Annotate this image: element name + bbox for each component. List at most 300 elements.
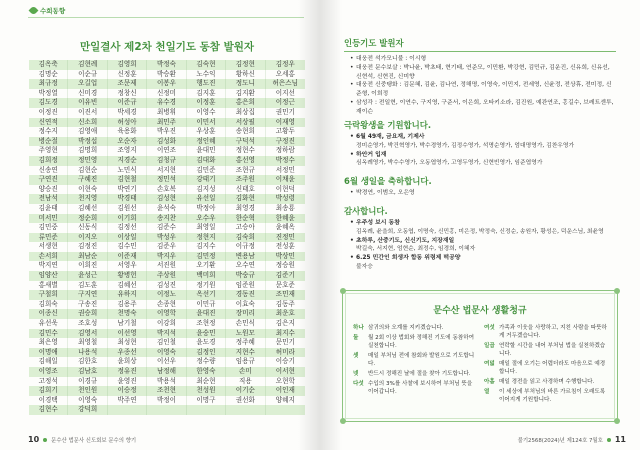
rule-text: 이 세상에 부처님의 바른 가르침이 오래도록 이어지게 기원합니다. bbox=[499, 389, 606, 403]
name-cell: 서영우 bbox=[108, 261, 147, 271]
name-cell: 김민중 bbox=[29, 223, 68, 233]
table-row bbox=[29, 127, 305, 137]
table-row bbox=[29, 319, 305, 329]
name-cell: 권선화 bbox=[226, 396, 265, 406]
name-cell: 손종현 bbox=[147, 300, 186, 310]
name-cell: 정하람 bbox=[275, 146, 295, 155]
name-cell: 정주혜 bbox=[226, 338, 265, 348]
table-row bbox=[29, 271, 305, 281]
name-cell: 정순희 bbox=[68, 214, 107, 224]
name-cell: 김대화 bbox=[187, 156, 226, 166]
name-cell: 김한호 bbox=[68, 357, 107, 367]
name-cell: 우종선 bbox=[108, 348, 147, 358]
name-cell: 최상집 bbox=[226, 108, 265, 118]
name-cell bbox=[147, 405, 186, 415]
rules-column-right bbox=[484, 324, 607, 404]
list-item: • 삼성각 : 전일현, 이연수, 구지영, 구준서, 이은희, 오타키소라, 김진원, 예관연조, 홍길수, 브레트센투, 재이슨 bbox=[344, 99, 616, 117]
name-cell: 김지성 bbox=[187, 185, 226, 195]
name-cell: 윤대민 bbox=[187, 146, 226, 156]
name-cell: 박정이 bbox=[147, 396, 186, 406]
name-cell: 이기순 bbox=[226, 386, 265, 396]
name-cell: 김성현 bbox=[147, 194, 186, 204]
table-row bbox=[29, 70, 305, 80]
name-cell: 노수익 bbox=[187, 70, 226, 80]
name-cell: 신정미 bbox=[147, 89, 186, 99]
rule-number: 다섯 bbox=[353, 381, 364, 387]
name-cell: 최순현 bbox=[187, 377, 226, 387]
corner-ornament-icon bbox=[614, 418, 620, 424]
name-cell: 박지석 bbox=[147, 329, 186, 339]
name-cell: 황병헌 bbox=[108, 271, 147, 281]
name-cell: 박정수 bbox=[275, 155, 295, 164]
table-row bbox=[29, 281, 305, 291]
rule-number: 여덟 bbox=[484, 361, 495, 367]
name-cell: 이유빈 bbox=[68, 98, 107, 108]
name-cell: 허은스님 bbox=[272, 79, 299, 88]
footer-text: 불기2568(2024)년 제124호 7월호 bbox=[517, 437, 603, 444]
name-cell: 박연기 bbox=[108, 185, 147, 195]
name-cell: 이준재 bbox=[108, 252, 147, 262]
name-cell: 양승진 bbox=[29, 185, 68, 195]
name-cell: 최운호 bbox=[275, 309, 295, 318]
name-cell: 미서민 bbox=[29, 214, 68, 224]
name-cell: 육용화 bbox=[108, 127, 147, 137]
name-cell: 손서희 bbox=[29, 252, 68, 262]
name-cell: 박상민 bbox=[275, 251, 295, 260]
name-cell: 이지선 bbox=[275, 88, 295, 97]
table-row bbox=[29, 156, 305, 166]
header-divider bbox=[28, 17, 304, 18]
name-cell: 김정선 bbox=[108, 223, 147, 233]
name-cell: 김화현 bbox=[226, 194, 265, 204]
name-cell: 유선욱 bbox=[29, 319, 68, 329]
rule-text: 매일 부처님 전에 참회와 발원으로 기도합니다. bbox=[368, 353, 475, 367]
name-cell: 남정해 bbox=[147, 367, 186, 377]
name-cell: 김옥축 bbox=[29, 60, 68, 70]
name-cell: 이영학 bbox=[147, 309, 186, 319]
name-cell: 김지환 bbox=[226, 89, 265, 99]
name-cell: 유선일 bbox=[187, 194, 226, 204]
name-cell: 정현지 bbox=[187, 233, 226, 243]
name-cell: 김영서 bbox=[68, 329, 107, 339]
name-cell: 임양산 bbox=[29, 271, 68, 281]
section-tag bbox=[30, 6, 65, 15]
name-cell: 이인재 bbox=[275, 386, 295, 395]
rule-item bbox=[353, 370, 476, 378]
name-cell: 김윤태 bbox=[29, 204, 68, 214]
table-row bbox=[29, 175, 305, 185]
name-cell: 강덕희 bbox=[68, 405, 107, 415]
rule-number: 일곱 bbox=[484, 343, 495, 349]
name-cell: 이영숙 bbox=[68, 396, 107, 406]
name-cell: 오수연 bbox=[226, 261, 265, 271]
footer-left bbox=[28, 435, 136, 444]
name-cell: 이정진 bbox=[29, 108, 68, 118]
lamp-prayer-list bbox=[344, 55, 616, 117]
name-cell: 김준수 bbox=[147, 223, 186, 233]
name-cell: 김지훈 bbox=[187, 89, 226, 99]
name-cell: 박정열 bbox=[29, 89, 68, 99]
name-cell: 이선우 bbox=[147, 357, 186, 367]
name-cell: 이준규 bbox=[108, 98, 147, 108]
name-cell: 고황두 bbox=[275, 127, 295, 136]
footer-text: 문수산 법문사 신도회보 문수의 향기 bbox=[51, 437, 137, 444]
name-cell: 고정석 bbox=[29, 377, 68, 387]
name-cell: 최영경 bbox=[226, 204, 265, 214]
name-cell: 오현학 bbox=[275, 376, 295, 385]
name-cell: 유수경 bbox=[147, 98, 186, 108]
name-cell: 이규정 bbox=[226, 242, 265, 252]
name-cell: 이봉우 bbox=[147, 79, 186, 89]
name-cell: 서생현 bbox=[29, 242, 68, 252]
name-cell: 구철희 bbox=[29, 290, 68, 300]
birthday-list bbox=[344, 189, 616, 198]
table-row bbox=[29, 309, 305, 319]
rule-text: 삼귀의와 오계를 지키겠습니다. bbox=[368, 325, 444, 331]
name-cell: 윤성근 bbox=[68, 271, 107, 281]
name-cell: 김현철 bbox=[108, 175, 147, 185]
name-cell: 김성진 bbox=[147, 281, 186, 291]
name-cell: 노민식 bbox=[108, 166, 147, 176]
rule-number: 여섯 bbox=[484, 325, 495, 331]
name-cell: 김준우 bbox=[147, 242, 186, 252]
name-cell: 조영지 bbox=[108, 146, 147, 156]
name-cell: 신태호 bbox=[226, 185, 265, 195]
name-cell: 문호준 bbox=[275, 280, 295, 289]
name-cell: 이채윤 bbox=[275, 175, 295, 184]
name-cell: 임준원 bbox=[226, 281, 265, 291]
name-cell: 한혜윤 bbox=[275, 213, 295, 222]
right-page bbox=[320, 0, 640, 450]
table-row bbox=[29, 194, 305, 204]
name-cell: 구지연 bbox=[68, 290, 107, 300]
name-cell: 최영일 bbox=[187, 223, 226, 233]
name-cell: 손미 bbox=[226, 367, 265, 377]
name-cell: 오기환 bbox=[187, 261, 226, 271]
name-cell: 박우진 bbox=[147, 127, 186, 137]
name-cell: 오세홍 bbox=[275, 69, 295, 78]
name-cell: 정창신 bbox=[108, 89, 147, 99]
rule-text: 매일 경전을 읽고 사경하며 수행합니다. bbox=[499, 379, 595, 385]
name-cell: 주상원 bbox=[147, 271, 186, 281]
name-cell: 김도훈 bbox=[68, 281, 107, 291]
rule-item bbox=[484, 360, 607, 376]
name-cell: 김현순 bbox=[68, 166, 107, 176]
table-row bbox=[29, 386, 305, 396]
table-row bbox=[29, 166, 305, 176]
rules-column-left bbox=[353, 324, 476, 404]
name-cell: 김남호 bbox=[68, 367, 107, 377]
rule-item bbox=[484, 324, 607, 340]
table-row bbox=[29, 357, 305, 367]
memorial-section bbox=[344, 120, 616, 168]
table-row bbox=[29, 204, 305, 214]
name-cell: 한영숙 bbox=[187, 367, 226, 377]
name-cell: 조현규 bbox=[226, 166, 265, 176]
name-cell: 김명희 bbox=[68, 146, 107, 156]
table-row bbox=[29, 261, 305, 271]
name-cell: 김영애 bbox=[68, 127, 107, 137]
section-tag-label: 수희동향 bbox=[40, 7, 66, 15]
group-title: • 6.25 민간인 희생자 합동 위령제 떡공양 bbox=[344, 254, 616, 263]
name-cell: 김민수 bbox=[29, 329, 68, 339]
name-cell: 박승환 bbox=[147, 70, 186, 80]
name-cell: 최민주 bbox=[147, 118, 186, 128]
name-cell: 이영숙 bbox=[147, 348, 186, 358]
name-cell: 서지현 bbox=[147, 166, 186, 176]
name-cell: 경동진 bbox=[226, 290, 265, 300]
name-cell: 정기원 bbox=[187, 281, 226, 291]
name-cell: 최성현 bbox=[108, 338, 147, 348]
name-cell: 신소희 bbox=[68, 118, 107, 128]
name-cell: 김희숙 bbox=[29, 300, 68, 310]
name-cell: 박지우 bbox=[147, 252, 186, 262]
name-cell: 양혜지 bbox=[275, 395, 295, 404]
table-row bbox=[29, 252, 305, 262]
rules-box bbox=[342, 290, 618, 422]
thanks-list bbox=[344, 219, 616, 272]
name-cell: 김청규 bbox=[147, 156, 186, 166]
name-cell: 조호성 bbox=[68, 319, 107, 329]
rule-number: 둘 bbox=[353, 335, 359, 341]
name-cell: 김은지 bbox=[275, 319, 295, 328]
footer-right bbox=[518, 435, 626, 444]
rule-item bbox=[353, 352, 476, 368]
name-cell: 주영현 bbox=[29, 146, 68, 156]
name-cell: 이기희 bbox=[108, 214, 147, 224]
table-row bbox=[29, 118, 305, 128]
name-cell: 이연조 bbox=[147, 146, 186, 156]
name-cell: 윤대진 bbox=[187, 309, 226, 319]
name-cell: 박정섭 bbox=[68, 137, 107, 147]
name-cell: 전남석 bbox=[29, 194, 68, 204]
name-cell: 나용석 bbox=[68, 348, 107, 358]
name-cell: 장미리 bbox=[226, 309, 265, 319]
name-cell: 김숙현 bbox=[187, 60, 226, 70]
name-cell: 박세경 bbox=[108, 108, 147, 118]
name-cell: 문민기 bbox=[275, 338, 295, 347]
rule-number: 하나 bbox=[353, 325, 364, 331]
name-cell: 이승기 bbox=[275, 357, 295, 366]
name-cell: 박숭규 bbox=[226, 271, 265, 281]
lotus-icon bbox=[29, 6, 39, 16]
name-cell: 이영조 bbox=[29, 367, 68, 377]
name-cell: 손호복 bbox=[147, 185, 186, 195]
name-cell bbox=[187, 405, 226, 415]
rule-item bbox=[353, 334, 476, 350]
table-row bbox=[29, 108, 305, 118]
name-cell: 박성령 bbox=[275, 194, 295, 203]
name-cell: 최지수 bbox=[275, 328, 295, 337]
rule-item bbox=[353, 380, 476, 396]
name-cell: 이정근 bbox=[275, 98, 295, 107]
name-cell: 이선영 bbox=[108, 329, 147, 339]
page-title: 만일결사 제2차 천일기도 동참 발원자 bbox=[79, 41, 255, 53]
name-cell: 손민식 bbox=[226, 319, 265, 329]
name-cell: 이정노 bbox=[147, 290, 186, 300]
name-cell: 박정숙 bbox=[147, 60, 186, 70]
name-cell: 노원모 bbox=[226, 329, 265, 339]
name-cell: 서정민 bbox=[275, 165, 295, 174]
group-names: 박길숙, 서지현, 엄현순, 최정수, 임경희, 이혜자 bbox=[356, 246, 476, 253]
name-cell: 구연진 bbox=[29, 175, 68, 185]
name-cell: 김인철 bbox=[147, 338, 186, 348]
name-cell: 조현정 bbox=[187, 319, 226, 329]
name-cell: 홍새별 bbox=[29, 281, 68, 291]
group-names: 불자승 bbox=[356, 263, 373, 270]
name-cell: 이영수 bbox=[187, 108, 226, 118]
name-cell: 홍은희 bbox=[226, 98, 265, 108]
rule-text: 반드시 정해진 날에 절을 찾아 기도합니다. bbox=[368, 371, 471, 377]
lamp-prayer-section bbox=[344, 38, 616, 117]
name-cell: 정도니 bbox=[226, 79, 265, 89]
participant-name-table bbox=[29, 60, 305, 415]
corner-ornament-icon bbox=[340, 288, 346, 294]
name-cell: 최은영 bbox=[29, 338, 68, 348]
name-cell: 유하지 bbox=[108, 290, 147, 300]
name-cell: 이민규 bbox=[187, 300, 226, 310]
list-item: • 대웅전 문수보살 : 박나윤, 박초태, 현기태, 연준모, 이민환, 박강현, 김민규, 김운진, 신유희, 신유선, 신현석, 신현진, 신미향 bbox=[344, 64, 616, 82]
name-cell: 김지수 bbox=[187, 242, 226, 252]
name-cell: 남기철 bbox=[108, 319, 147, 329]
memorial-list bbox=[344, 133, 616, 168]
table-row bbox=[29, 60, 305, 70]
name-cell: 김정진 bbox=[68, 242, 107, 252]
name-cell: 이민서 bbox=[187, 118, 226, 128]
name-cell: 김도경 bbox=[29, 98, 68, 108]
name-cell: 윤혜옥 bbox=[275, 223, 295, 232]
name-cell: 정인혜 bbox=[187, 137, 226, 147]
corner-ornament-icon bbox=[614, 288, 620, 294]
page-number: 11 bbox=[614, 435, 626, 444]
footer-dot-icon bbox=[43, 438, 47, 442]
table-row bbox=[29, 329, 305, 339]
name-cell: 이경규 bbox=[68, 377, 107, 387]
name-cell: 김현례 bbox=[68, 60, 107, 70]
name-cell: 윤희상 bbox=[108, 357, 147, 367]
name-cell: 전성훈 bbox=[275, 242, 295, 251]
name-cell: 최규정 bbox=[29, 79, 68, 89]
name-cell: 이희진 bbox=[68, 261, 107, 271]
table-row bbox=[29, 338, 305, 348]
rules-list bbox=[353, 324, 607, 404]
name-cell: 신송연 bbox=[29, 166, 68, 176]
table-row bbox=[29, 137, 305, 147]
name-cell: 천지영 bbox=[68, 194, 107, 204]
name-cell: 이진서 bbox=[68, 108, 107, 118]
table-row bbox=[29, 242, 305, 252]
group-title: • 초하루, 산중기도, 신신기도, 지장재일 bbox=[344, 237, 616, 246]
name-cell: 정수지 bbox=[29, 127, 68, 137]
rule-text: 가족과 이웃을 사랑하고, 지친 사람을 따뜻하게 거두겠습니다. bbox=[499, 325, 607, 339]
name-cell: 허성아 bbox=[108, 118, 147, 128]
name-cell: 백미희 bbox=[187, 271, 226, 281]
table-row bbox=[29, 185, 305, 195]
name-cell: 황하신 bbox=[226, 70, 265, 80]
table-row bbox=[29, 214, 305, 224]
name-cell: 신연적 bbox=[29, 118, 68, 128]
name-cell: 이현덕 bbox=[275, 184, 295, 193]
name-cell: 정수량 bbox=[187, 357, 226, 367]
name-cell: 김민정 bbox=[187, 252, 226, 262]
name-cell: 강태기 bbox=[187, 175, 226, 185]
table-row bbox=[29, 98, 305, 108]
name-cell: 이효숙 bbox=[226, 300, 265, 310]
name-cell: 김희정 bbox=[29, 156, 68, 166]
rule-item bbox=[353, 324, 476, 332]
name-cell: 김정인 bbox=[187, 348, 226, 358]
name-cell: 김정우 bbox=[275, 60, 295, 68]
name-cell: 천성원 bbox=[187, 386, 226, 396]
group-names: 김옥례, 윤을희, 오동엽, 이명숙, 신민홍, 미은정, 박정숙, 신정순, 송원자, 황성은, 덕운스님, 최윤영 bbox=[356, 228, 604, 235]
name-cell: 김원선 bbox=[108, 204, 147, 214]
table-row bbox=[29, 396, 305, 406]
name-cell: 정민영 bbox=[68, 156, 107, 166]
rule-number: 넷 bbox=[353, 371, 359, 377]
name-cell: 서진원 bbox=[147, 261, 186, 271]
thanks-heading: 감사합니다. bbox=[344, 206, 388, 216]
name-cell: 이순규 bbox=[68, 70, 107, 80]
name-cell: 한순혁 bbox=[226, 214, 265, 224]
name-cell: 김준기 bbox=[275, 271, 295, 280]
rule-text: 매일 절에 오기는 어렵더라도 마음으로 예경합니다. bbox=[499, 361, 606, 375]
name-cell: 최병휘 bbox=[147, 108, 186, 118]
name-cell: 구혜진 bbox=[68, 175, 107, 185]
table-row bbox=[29, 367, 305, 377]
name-cell: 김숙희 bbox=[226, 233, 265, 243]
name-cell: 박주연 bbox=[108, 396, 147, 406]
group-title: • 우주성 보시 동참 bbox=[344, 219, 616, 228]
name-cell: 구정진 bbox=[275, 136, 295, 145]
group-names: 심옥례영가, 박수수영가, 오동엽영가, 고영두영가, 신현빈영가, 임준엽영가 bbox=[356, 160, 543, 167]
name-cell: 정유진 bbox=[108, 367, 147, 377]
name-cell: 김수민 bbox=[108, 242, 147, 252]
name-cell: 류민준 bbox=[29, 233, 68, 243]
name-cell: 직용 bbox=[226, 377, 265, 387]
name-cell: 조주원 bbox=[226, 175, 265, 185]
name-cell: 김현수 bbox=[29, 405, 68, 415]
rule-item bbox=[484, 388, 607, 404]
thanks-section bbox=[344, 206, 616, 272]
name-cell: 이명구 bbox=[187, 396, 226, 406]
name-cell: 천인원 bbox=[68, 386, 107, 396]
name-cell: 박지연 bbox=[29, 261, 68, 271]
name-cell: 병순절 bbox=[29, 137, 68, 147]
name-cell: 김용주 bbox=[108, 300, 147, 310]
section-divider bbox=[344, 51, 616, 52]
table-row bbox=[29, 79, 305, 89]
name-cell: 이지오 bbox=[68, 233, 107, 243]
table-row bbox=[29, 223, 305, 233]
rule-text: 연락할 시간을 내어 부처님 법을 실천하겠습니다. bbox=[499, 343, 606, 357]
name-cell: 조문제 bbox=[108, 79, 147, 89]
name-cell: 김성화 bbox=[147, 137, 186, 147]
name-cell bbox=[108, 405, 147, 415]
group-title: • 6월 49재, 금요재, 기제사 bbox=[344, 133, 616, 142]
name-cell: 서상필 bbox=[226, 118, 265, 128]
group-names: 정미순영가, 박건혁영가, 박수경영가, 김정수영가, 석명순영가, 엄대명영가, 김찬우영가 bbox=[356, 142, 575, 149]
name-cell: 이명애 bbox=[29, 348, 68, 358]
name-cell: 허미라 bbox=[275, 347, 295, 356]
name-cell: 지현수 bbox=[226, 348, 265, 358]
name-cell: 김희기 bbox=[29, 386, 68, 396]
list-item: • 박경연, 이범오, 오은영 bbox=[344, 189, 616, 198]
name-cell: 이현숙 bbox=[68, 185, 107, 195]
name-cell: 신동식 bbox=[68, 223, 107, 233]
name-cell: 정승원 bbox=[275, 261, 295, 270]
corner-ornament-icon bbox=[340, 418, 346, 424]
rule-item bbox=[484, 342, 607, 358]
